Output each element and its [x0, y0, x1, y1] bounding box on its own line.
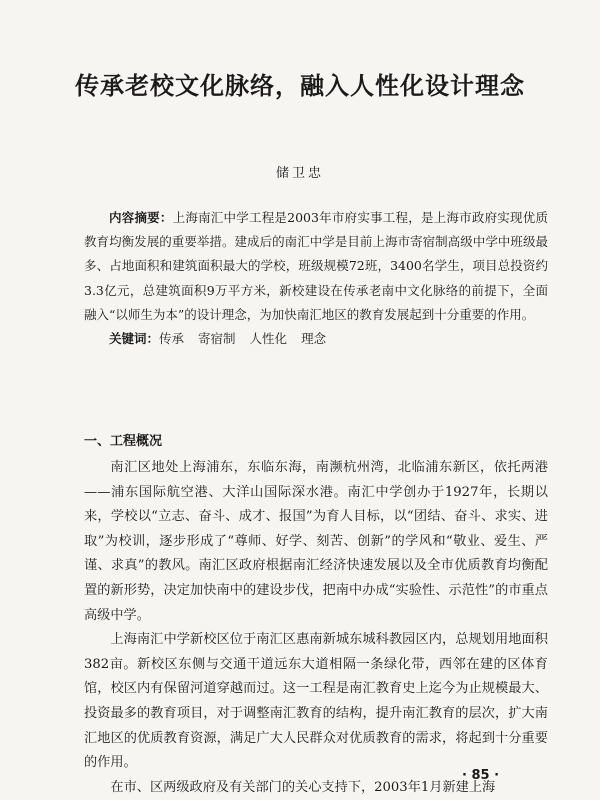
section-heading: 一、工程概况 — [84, 434, 163, 449]
keyword: 寄宿制 — [198, 331, 236, 347]
author-name: 储卫忠 — [275, 166, 324, 181]
abstract-label: 内容摘要： — [109, 210, 173, 225]
abstract-text: 上海南汇中学工程是2003年市府实事工程，是上海市政府实现优质教育均衡发展的重要举措。建成后的南汇中学是目前上海市寄宿制高级中学中班级最多、占地面积和建筑面积最大的学校，班级规模72班，3400名学生，项目总投资约3.3亿元，总建筑面积9万平方米，新校建设在传承老南中文化脉络的前提下，全面融入“以师生为本”的设计理念，为加快南汇地区的教育发展起到十分重要的作用。 — [84, 210, 548, 322]
body-paragraph: 在市、区两级政府及有关部门的关心支持下，2003年1月新建上海 — [110, 779, 496, 795]
article-title: 传承老校文化脉络，融入人性化设计理念 — [75, 71, 525, 100]
keyword: 传承 — [159, 331, 185, 347]
abstract-block — [84, 206, 548, 351]
keywords-line — [84, 327, 548, 351]
keyword: 人性化 — [249, 331, 288, 347]
body-paragraph: 上海南汇中学新校区位于南汇区惠南新城东城科教园区内，总规划用地面积382亩。新校区东侧与交通干道远东大道相隔一条绿化带，西邻在建的区体育馆，校区内有保留河道穿越而过。这一工程是南汇教育史上迄今为止规模最大、投资最多的教育项目，对于调整南汇教育的结构，提升南汇教育的层次，扩大南汇地区的优质教育资源，满足广大人民群众对优质教育的需求，将起到十分重要的作用。 — [84, 632, 548, 771]
section-body — [84, 456, 548, 800]
page-number: · 85 · — [462, 768, 500, 783]
keyword: 理念 — [301, 331, 327, 347]
abstract-paragraph — [84, 206, 548, 327]
keywords-label: 关键词： — [109, 331, 160, 347]
body-paragraph: 南汇区地处上海浦东，东临东海，南濒杭州湾，北临浦东新区，依托两港——浦东国际航空港、大洋山国际深水港。南汇中学创办于1927年，长期以来，学校以“立志、奋斗、成才、报国”为育人目标，以“团结、奋斗、求实、进取”为校训，逐步形成了“尊师、好学、刻苦、创新”的学风和“敬业、爱生、严谨、求真”的教风。南汇区政府根据南汇经济快速发展以及全市优质教育均衡配置的新形势，决定加快南中的建设步伐，把南中办成“实验性、示范性”的市重点高级中学。 — [84, 460, 548, 623]
